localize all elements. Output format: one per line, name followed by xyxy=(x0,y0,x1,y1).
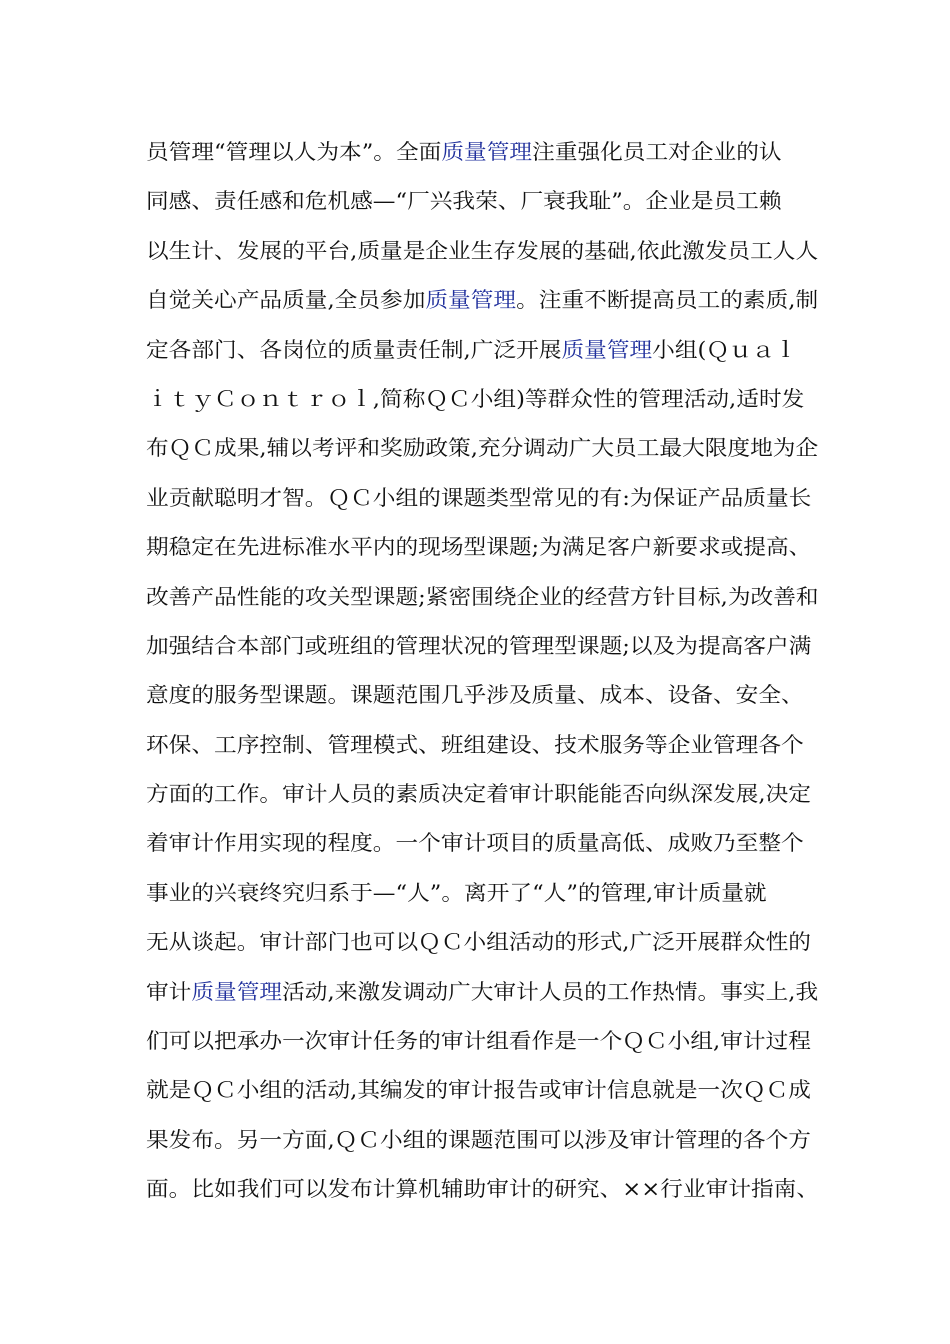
text-segment: 布ＱＣ成果,辅以考评和奖励政策,充分调动广大员工最大限度地为企 xyxy=(146,436,819,461)
text-line xyxy=(146,968,826,1017)
text-line xyxy=(146,622,826,671)
text-segment: 改善产品性能的攻关型课题;紧密围绕企业的经营方针目标,为改善和 xyxy=(146,584,819,609)
text-line xyxy=(146,1165,826,1214)
text-segment: 意度的服务型课题。课题范围几乎涉及质量、成本、设备、安全、 xyxy=(146,683,804,708)
text-segment: ｉｔｙＣｏｎｔｒｏｌ,简称ＱＣ小组)等群众性的管理活动,适时发 xyxy=(146,386,805,411)
quality-management-link[interactable]: 质量管理 xyxy=(561,337,653,362)
text-segment: 方面的工作。审计人员的素质决定着审计职能能否向纵深发展,决定 xyxy=(146,782,811,807)
text-line xyxy=(146,721,826,770)
quality-management-link[interactable]: 质量管理 xyxy=(441,140,533,164)
text-line xyxy=(146,819,826,868)
text-line xyxy=(146,128,826,177)
text-segment: 注重强化员工对企业的认 xyxy=(532,140,782,164)
text-segment: 小组(Ｑｕａｌ xyxy=(652,337,798,362)
text-line xyxy=(146,375,826,424)
text-line xyxy=(146,918,826,967)
quality-management-link[interactable]: 质量管理 xyxy=(425,288,517,313)
text-segment: 事业的兴衰终究归系于—“人”。离开了“人”的管理,审计质量就 xyxy=(146,880,767,905)
text-segment: 就是ＱＣ小组的活动,其编发的审计报告或审计信息就是一次ＱＣ成 xyxy=(146,1078,811,1103)
text-segment: 定各部门、各岗位的质量责任制,广泛开展 xyxy=(146,337,562,362)
text-segment: 员管理“管理以人为本”。全面 xyxy=(146,140,442,164)
text-segment: 面。比如我们可以发布计算机辅助审计的研究、××行业审计指南、 xyxy=(146,1177,820,1202)
text-line xyxy=(146,474,826,523)
text-segment: 自觉关心产品质量,全员参加 xyxy=(146,288,426,313)
text-line xyxy=(146,227,826,276)
text-segment: 同感、责任感和危机感—“厂兴我荣、厂衰我耻”。企业是员工赖 xyxy=(146,189,782,214)
text-line xyxy=(146,326,826,375)
body-text xyxy=(146,128,826,1215)
text-line xyxy=(146,770,826,819)
text-segment: 业贡献聪明才智。ＱＣ小组的课题类型常见的有:为保证产品质量长 xyxy=(146,485,812,510)
text-segment: 着审计作用实现的程度。一个审计项目的质量高低、成败乃至整个 xyxy=(146,831,804,856)
text-segment: 果发布。另一方面,ＱＣ小组的课题范围可以涉及审计管理的各个方 xyxy=(146,1127,811,1152)
text-segment: 加强结合本部门或班组的管理状况的管理型课题;以及为提高客户满 xyxy=(146,633,812,658)
text-segment: 们可以把承办一次审计任务的审计组看作是一个ＱＣ小组,审计过程 xyxy=(146,1029,811,1054)
text-line xyxy=(146,424,826,473)
text-line xyxy=(146,1066,826,1115)
text-line xyxy=(146,276,826,325)
text-line xyxy=(146,671,826,720)
text-line xyxy=(146,869,826,918)
text-segment: 。注重不断提高员工的素质,制 xyxy=(516,288,819,313)
text-line xyxy=(146,1116,826,1165)
text-segment: 以生计、发展的平台,质量是企业生存发展的基础,依此激发员工人人 xyxy=(146,238,819,263)
text-line xyxy=(146,1017,826,1066)
text-segment: 无从谈起。审计部门也可以ＱＣ小组活动的形式,广泛开展群众性的 xyxy=(146,930,811,955)
quality-management-link[interactable]: 质量管理 xyxy=(191,979,283,1004)
text-segment: 活动,来激发调动广大审计人员的工作热情。事实上,我 xyxy=(282,979,819,1004)
text-line xyxy=(146,573,826,622)
text-segment: 环保、工序控制、管理模式、班组建设、技术服务等企业管理各个 xyxy=(146,732,804,757)
text-segment: 审计 xyxy=(146,979,192,1004)
text-line xyxy=(146,177,826,226)
text-segment: 期稳定在先进标准水平内的现场型课题;为满足客户新要求或提高、 xyxy=(146,535,812,560)
text-line xyxy=(146,523,826,572)
